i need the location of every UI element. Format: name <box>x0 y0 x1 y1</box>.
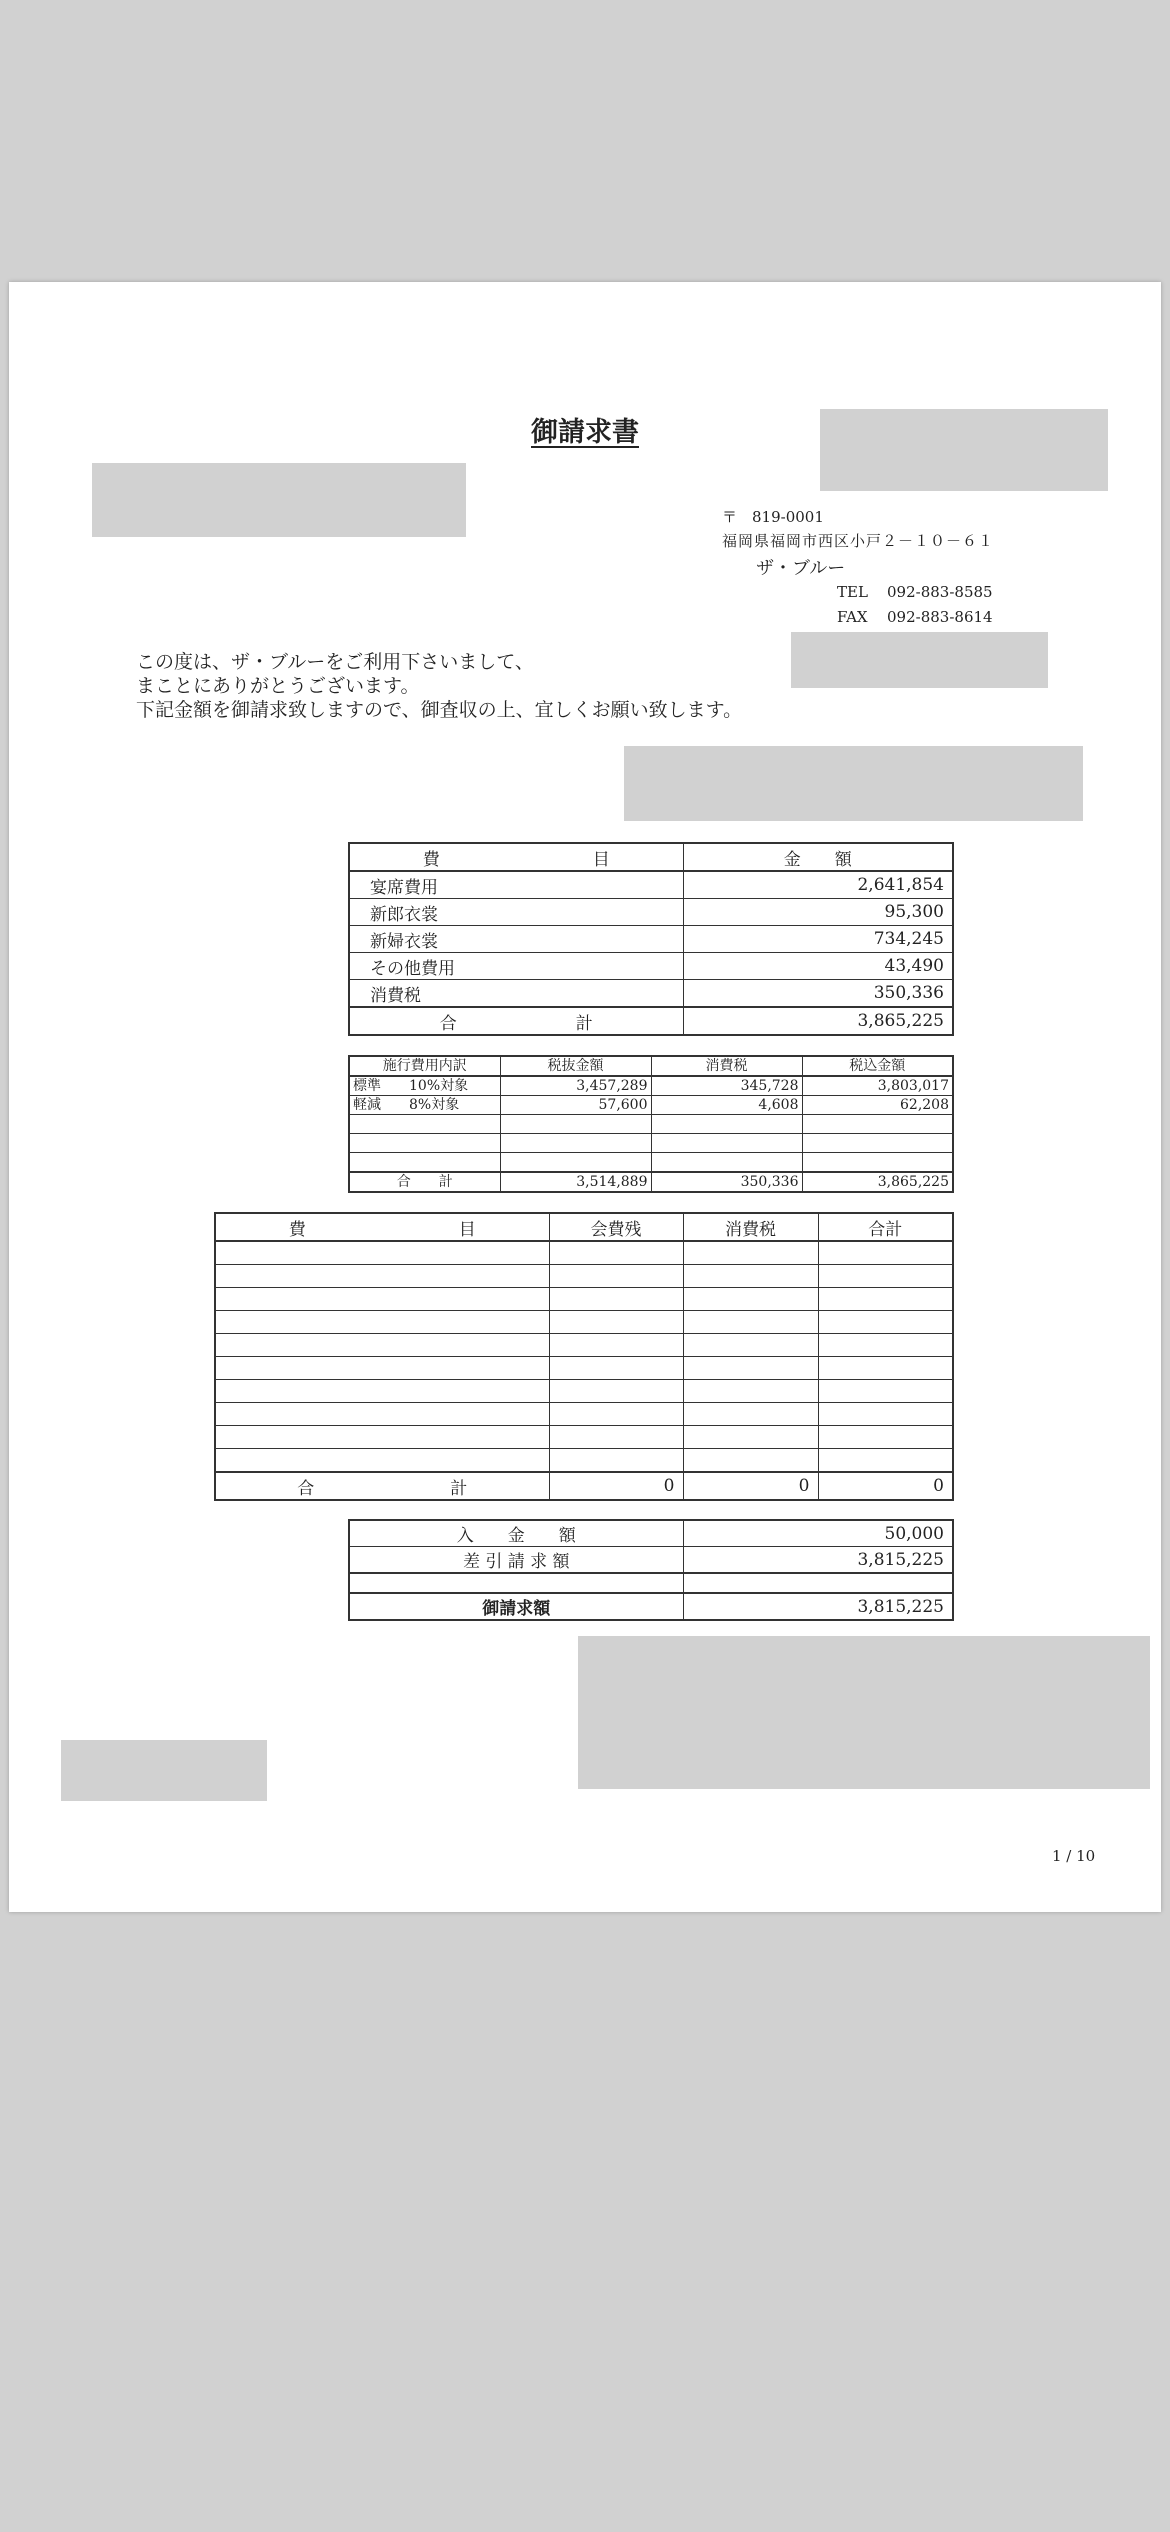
table-cell: 費 目 <box>215 1213 549 1241</box>
table-row <box>215 1241 953 1265</box>
table-cell <box>549 1241 683 1265</box>
table-row <box>349 871 953 899</box>
table-cell: 3,803,017 <box>802 1076 953 1096</box>
table-row <box>349 1096 953 1115</box>
invoice-total-row <box>349 1593 953 1620</box>
table-cell: 施行費用内訳 <box>349 1056 500 1076</box>
table-cell: 合 計 <box>349 1007 683 1035</box>
table-cell <box>651 1153 802 1173</box>
table-cell <box>802 1115 953 1134</box>
table-cell: 合計 <box>818 1213 953 1241</box>
table-cell <box>500 1153 651 1173</box>
table-cell <box>215 1426 549 1449</box>
table-row <box>215 1449 953 1473</box>
table-cell <box>818 1380 953 1403</box>
table-row <box>215 1311 953 1334</box>
table-cell: 62,208 <box>802 1096 953 1115</box>
table-cell <box>500 1115 651 1134</box>
table-cell: 消費税 <box>683 1213 818 1241</box>
table-row <box>215 1426 953 1449</box>
table-cell <box>683 1311 818 1334</box>
table-cell: 新婦衣裳 <box>349 926 683 953</box>
invoice-page <box>9 282 1161 1912</box>
table-cell: 税抜金額 <box>500 1056 651 1076</box>
table-row <box>215 1265 953 1288</box>
table-total-row <box>349 1172 953 1192</box>
table-row <box>215 1380 953 1403</box>
table-cell: その他費用 <box>349 953 683 980</box>
table-cell: 会費残 <box>549 1213 683 1241</box>
table-cell <box>683 1357 818 1380</box>
table-cell: 消費税 <box>349 980 683 1008</box>
table-row <box>215 1334 953 1357</box>
table-cell <box>683 1426 818 1449</box>
postal-code: 〒 819-0001 <box>722 508 824 526</box>
page-number: 1 / 10 <box>1052 1847 1096 1865</box>
summary-table <box>348 842 954 1036</box>
table-cell <box>683 1241 818 1265</box>
table-cell <box>818 1265 953 1288</box>
table-header-row <box>349 843 953 871</box>
table-cell <box>802 1153 953 1173</box>
sender-fax: FAX 092-883-8614 <box>837 608 993 626</box>
table-cell <box>549 1334 683 1357</box>
table-row <box>215 1357 953 1380</box>
redaction-box <box>791 632 1048 688</box>
table-cell: 合 計 <box>215 1472 549 1500</box>
balance-row <box>349 1547 953 1574</box>
table-cell <box>683 1334 818 1357</box>
table-cell <box>818 1426 953 1449</box>
table-cell: 4,608 <box>651 1096 802 1115</box>
table-row <box>349 1134 953 1153</box>
table-cell <box>549 1426 683 1449</box>
table-cell <box>818 1334 953 1357</box>
sender-tel: TEL 092-883-8585 <box>837 583 993 601</box>
fees-table <box>214 1212 954 1501</box>
table-total-row <box>215 1472 953 1500</box>
table-cell <box>549 1449 683 1473</box>
redaction-box <box>61 1740 267 1801</box>
table-row <box>349 926 953 953</box>
table-cell <box>549 1403 683 1426</box>
table-cell <box>549 1311 683 1334</box>
table-cell <box>215 1403 549 1426</box>
table-row <box>349 953 953 980</box>
table-row <box>215 1403 953 1426</box>
table-cell <box>349 1134 500 1153</box>
table-cell <box>683 1380 818 1403</box>
table-header-row <box>349 1056 953 1076</box>
table-cell: 3,815,225 <box>683 1593 953 1620</box>
table-cell <box>500 1134 651 1153</box>
redaction-box <box>820 409 1108 491</box>
table-cell: 費 目 <box>349 843 683 871</box>
table-cell <box>818 1288 953 1311</box>
table-cell: 軽減 8%対象 <box>349 1096 500 1115</box>
document-title: 御請求書 <box>531 417 639 448</box>
table-cell: 標準 10%対象 <box>349 1076 500 1096</box>
table-cell: 金 額 <box>683 843 953 871</box>
table-cell: 350,336 <box>683 980 953 1008</box>
table-row <box>349 1153 953 1173</box>
table-cell: 宴席費用 <box>349 871 683 899</box>
table-cell: 3,865,225 <box>802 1172 953 1192</box>
table-row <box>349 899 953 926</box>
sender-address: 福岡県福岡市西区小戸２－１０－６１ <box>722 532 995 550</box>
table-cell <box>215 1265 549 1288</box>
table-cell: 350,336 <box>651 1172 802 1192</box>
table-cell <box>802 1134 953 1153</box>
table-row <box>349 1115 953 1134</box>
table-cell <box>215 1357 549 1380</box>
table-cell: 3,457,289 <box>500 1076 651 1096</box>
table-cell: 御請求額 <box>349 1593 683 1620</box>
table-total-row <box>349 1007 953 1035</box>
table-cell <box>215 1334 549 1357</box>
table-cell <box>549 1357 683 1380</box>
greeting-text: この度は、ザ・ブルーをご利用下さいまして、 まことにありがとうございます。 下記金額を御請求致しますので、御査収の上、宜しくお願い致します。 <box>136 651 743 721</box>
redaction-box <box>92 463 466 537</box>
table-cell: 95,300 <box>683 899 953 926</box>
table-cell <box>215 1311 549 1334</box>
table-cell <box>651 1115 802 1134</box>
redaction-box <box>624 746 1083 821</box>
table-cell <box>349 1153 500 1173</box>
table-cell <box>549 1265 683 1288</box>
table-cell <box>349 1115 500 1134</box>
table-cell: 3,815,225 <box>683 1547 953 1574</box>
table-cell <box>818 1241 953 1265</box>
table-cell <box>651 1134 802 1153</box>
table-cell <box>818 1403 953 1426</box>
deposit-row <box>349 1520 953 1547</box>
table-cell: 0 <box>549 1472 683 1500</box>
table-row <box>349 980 953 1008</box>
table-cell <box>818 1449 953 1473</box>
tax-breakdown-table <box>348 1055 954 1193</box>
table-cell <box>683 1449 818 1473</box>
table-cell: 消費税 <box>651 1056 802 1076</box>
table-header-row <box>215 1213 953 1241</box>
sender-company: ザ・ブルー <box>756 558 846 579</box>
table-cell <box>549 1288 683 1311</box>
table-cell: 合 計 <box>349 1172 500 1192</box>
payment-table <box>348 1519 954 1621</box>
table-cell: 税込金額 <box>802 1056 953 1076</box>
table-cell: 50,000 <box>683 1520 953 1547</box>
table-cell <box>215 1380 549 1403</box>
table-cell: 0 <box>683 1472 818 1500</box>
table-row <box>349 1076 953 1096</box>
table-cell <box>349 1573 683 1593</box>
table-cell: 2,641,854 <box>683 871 953 899</box>
table-cell <box>215 1288 549 1311</box>
table-cell <box>818 1357 953 1380</box>
table-cell <box>683 1288 818 1311</box>
table-cell: 3,514,889 <box>500 1172 651 1192</box>
table-cell: 57,600 <box>500 1096 651 1115</box>
table-cell <box>818 1311 953 1334</box>
table-cell: 734,245 <box>683 926 953 953</box>
table-cell: 新郎衣裳 <box>349 899 683 926</box>
spacer-row <box>349 1573 953 1593</box>
table-cell <box>683 1265 818 1288</box>
table-cell: 差 引 請 求 額 <box>349 1547 683 1574</box>
table-cell: 345,728 <box>651 1076 802 1096</box>
table-cell <box>683 1403 818 1426</box>
table-cell <box>215 1449 549 1473</box>
table-cell: 入 金 額 <box>349 1520 683 1547</box>
table-cell <box>549 1380 683 1403</box>
redaction-box <box>578 1636 1150 1789</box>
table-cell: 43,490 <box>683 953 953 980</box>
table-cell: 3,865,225 <box>683 1007 953 1035</box>
table-cell <box>215 1241 549 1265</box>
table-row <box>215 1288 953 1311</box>
table-cell <box>683 1573 953 1593</box>
table-cell: 0 <box>818 1472 953 1500</box>
